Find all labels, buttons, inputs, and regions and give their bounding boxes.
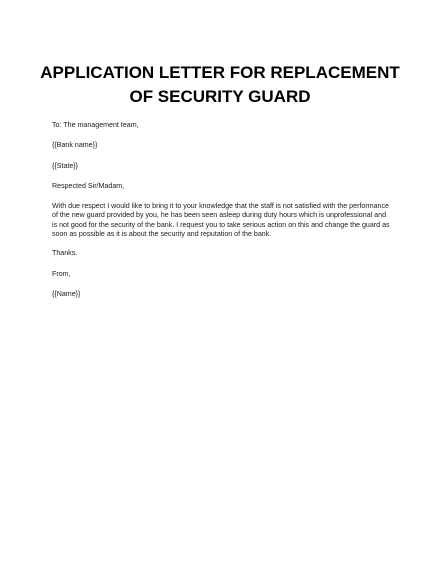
letter-body xyxy=(52,121,392,310)
name-placeholder: {{Name}} xyxy=(52,289,81,298)
salutation: Respected Sir/Madam, xyxy=(52,181,125,190)
closing-line: Thanks. xyxy=(52,249,78,258)
letter-paragraph: With due respect I would like to bring it to your knowledge that the staff is not satisfied with the performance of the new guard provided by you, he has been seen asleep during duty hours which is unprofessional and is not good for the security of the bank. I request you to take serious action on this and change the guard as soon as possible as it is about the security and reputation of the bank. xyxy=(52,202,390,239)
letter-title xyxy=(20,61,420,109)
bank-name-placeholder: {{Bank name}} xyxy=(52,141,98,150)
state-placeholder: {{State}} xyxy=(52,161,79,170)
title-line-2: OF SECURITY GUARD xyxy=(129,87,311,106)
from-label: From, xyxy=(52,269,71,278)
title-line-1: APPLICATION LETTER FOR REPLACEMENT xyxy=(40,63,400,82)
recipient-line: To: The management team, xyxy=(52,121,139,129)
